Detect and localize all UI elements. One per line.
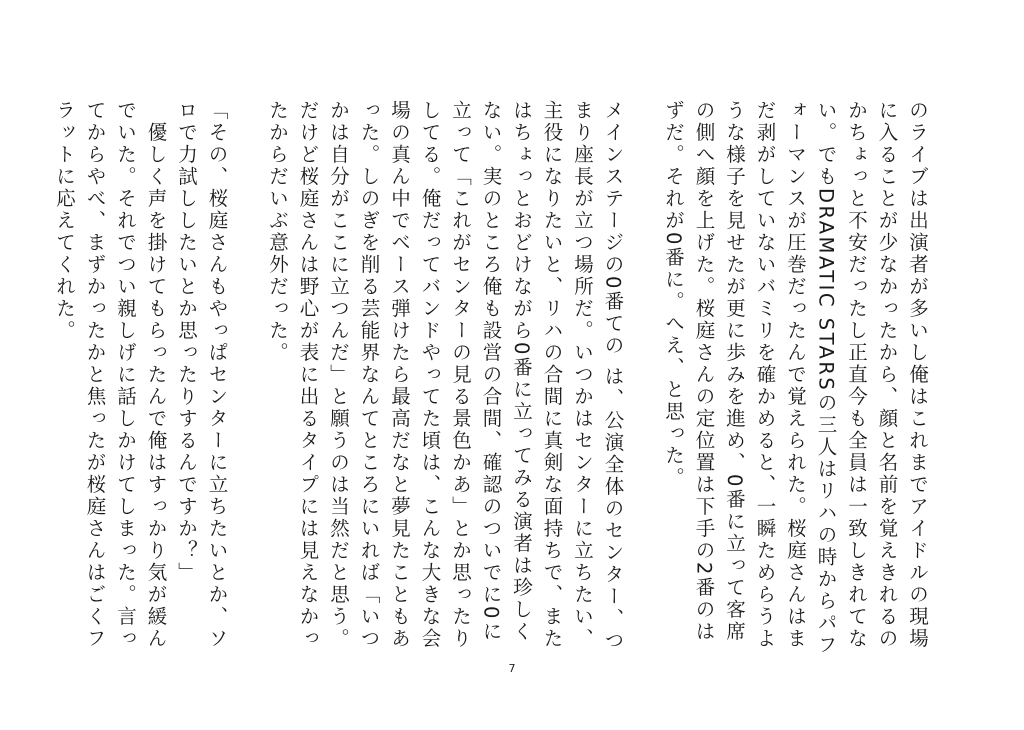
page-number: 7 [508, 662, 516, 675]
paragraph-2: メインステージの0番ての は、公演全体のセンター、つまり座長が立つ場所だ。いつかはセンターに立ちたい、主役になりたいと、リハの合間に真剣な面持ちで、またはちょっとおどけながら0番に立ってみる演者は珍しくない。実のところ俺も設営の合間、確認のついでに0に立って「これがセンターの見る景色かあ」とか思ったりしてる。俺だってバンドやってた頃は、こんな大きな会場の真ん中でベース弾けたら最高だなと夢見たこともあった。しのぎを削る芸能界なんてところにいれば「いつかは自分がここに立つんだ」と願うのは当然だと思う。だけど桜庭さんは野心が表に出るタイプには見えなかったからだいぶ意外だった。 [266, 100, 625, 652]
vertical-text-body [49, 100, 933, 660]
paragraph-3: 「その、桜庭さんもやっぱセンターに立ちたいとか、ソロで力試ししたいとか思ったりするんですか？」 [175, 100, 229, 650]
paragraph-1: のライブは出演者が多いし俺はこれまでアイドルの現場に入ることが少なかったから、顔と名前を覚えきれるのかちょっと不安だったし正直今も全員は一致しきれてない。でもDRAMATIC STARSの三人はリハの時からパフォーマンスが圧巻だったんで覚えられた。桜庭さんはまだ剥がしていないバミリを確かめると、一瞬ためらうような様子を見せたが更に歩みを進め、0番に立って客席の側へ顔を上げた。桜庭さんの定位置は下手の2番のはずだ。それが0番に。へえ、と思った。 [662, 100, 929, 657]
paragraph-4: 優しく声を掛けてもらったんで俺はすっかり気が緩んでいた。それでつい親しげに話しかけてしまった。言ってからやべ、まずかったかと焦ったが桜庭さんはごくフラットに応えてくれた。 [53, 100, 168, 650]
